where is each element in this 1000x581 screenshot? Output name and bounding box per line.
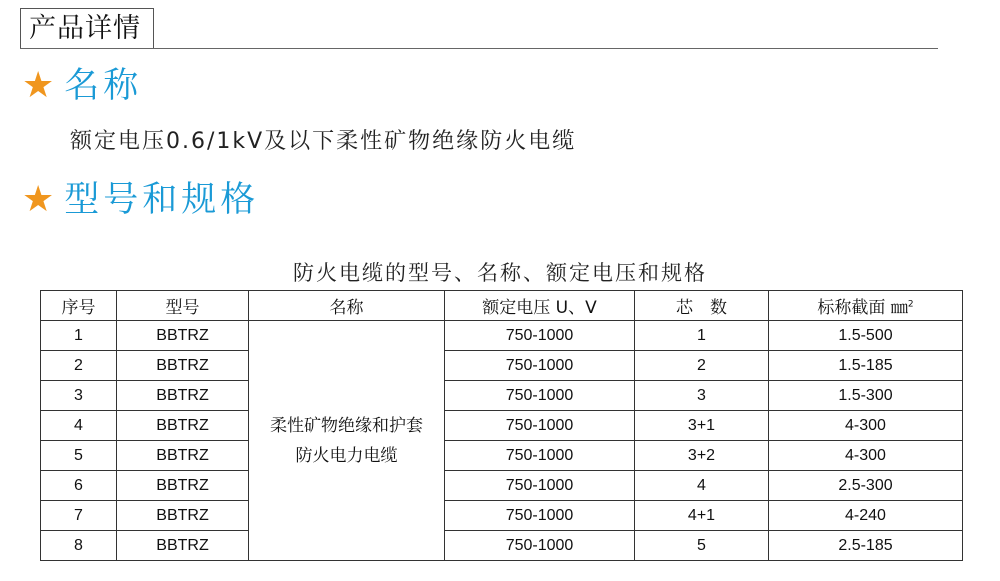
product-details-header: [20, 8, 938, 50]
cell-no: 6: [41, 471, 117, 501]
cell-model: BBTRZ: [117, 321, 249, 351]
col-header-name: 名称: [249, 291, 445, 321]
cell-cores: 3: [635, 381, 769, 411]
col-header-section-label: 标称截面 ㎜: [817, 298, 908, 318]
table-row: [41, 471, 963, 501]
table-row: [41, 351, 963, 381]
cell-cores: 2: [635, 351, 769, 381]
cell-section: 4-300: [769, 441, 963, 471]
cell-voltage: 750-1000: [445, 531, 635, 561]
star-icon: ★: [22, 179, 55, 220]
table-row: [41, 531, 963, 561]
cell-section: 4-240: [769, 501, 963, 531]
cell-section: 1.5-500: [769, 321, 963, 351]
col-header-model: 型号: [117, 291, 249, 321]
cell-section: 1.5-300: [769, 381, 963, 411]
star-icon: ★: [22, 65, 55, 106]
col-header-voltage: 额定电压 U、V: [445, 291, 635, 321]
cell-voltage: 750-1000: [445, 351, 635, 381]
cell-section: 2.5-300: [769, 471, 963, 501]
cell-model: BBTRZ: [117, 441, 249, 471]
product-details-tab[interactable]: 产品详情: [20, 8, 154, 49]
cell-voltage: 750-1000: [445, 381, 635, 411]
table-header-row: [41, 291, 963, 321]
cell-no: 7: [41, 501, 117, 531]
table-row: [41, 441, 963, 471]
spec-section-heading: [22, 179, 260, 220]
name-section-heading: [22, 65, 143, 106]
cell-model: BBTRZ: [117, 351, 249, 381]
cell-cores: 4+1: [635, 501, 769, 531]
cell-voltage: 750-1000: [445, 411, 635, 441]
cell-cores: 4: [635, 471, 769, 501]
name-heading-text: 名称: [64, 65, 143, 106]
cell-cores: 3+2: [635, 441, 769, 471]
cell-section: 2.5-185: [769, 531, 963, 561]
cell-no: 2: [41, 351, 117, 381]
cell-model: BBTRZ: [117, 471, 249, 501]
cell-voltage: 750-1000: [445, 471, 635, 501]
cell-cores: 5: [635, 531, 769, 561]
table-row: [41, 381, 963, 411]
cell-model: BBTRZ: [117, 411, 249, 441]
cell-voltage: 750-1000: [445, 441, 635, 471]
cell-model: BBTRZ: [117, 381, 249, 411]
table-body: [41, 321, 963, 561]
spec-heading-text: 型号和规格: [64, 179, 260, 220]
cell-model: BBTRZ: [117, 501, 249, 531]
header-divider: [20, 48, 938, 49]
cell-no: 8: [41, 531, 117, 561]
cell-voltage: 750-1000: [445, 501, 635, 531]
cell-no: 4: [41, 411, 117, 441]
table-title: 防火电缆的型号、名称、额定电压和规格: [293, 261, 707, 285]
cell-model: BBTRZ: [117, 531, 249, 561]
col-header-section: [769, 291, 963, 321]
product-name: 额定电压0.6/1kV及以下柔性矿物绝缘防火电缆: [70, 129, 577, 154]
table-row: [41, 501, 963, 531]
cell-no: 5: [41, 441, 117, 471]
cell-no: 1: [41, 321, 117, 351]
cell-no: 3: [41, 381, 117, 411]
col-header-no: 序号: [41, 291, 117, 321]
cell-section: 4-300: [769, 411, 963, 441]
cell-name-line: 柔性矿物绝缘和护套: [270, 415, 423, 436]
cell-section: 1.5-185: [769, 351, 963, 381]
table-row: [41, 321, 963, 351]
cell-voltage: 750-1000: [445, 321, 635, 351]
area-superscript: 2: [907, 299, 914, 310]
cell-name-line: 防火电力电缆: [295, 445, 398, 466]
table-row: [41, 411, 963, 441]
cell-name-merged: [249, 321, 445, 561]
cell-cores: 3+1: [635, 411, 769, 441]
spec-table: [40, 290, 963, 561]
col-header-cores: 芯 数: [635, 291, 769, 321]
cell-cores: 1: [635, 321, 769, 351]
